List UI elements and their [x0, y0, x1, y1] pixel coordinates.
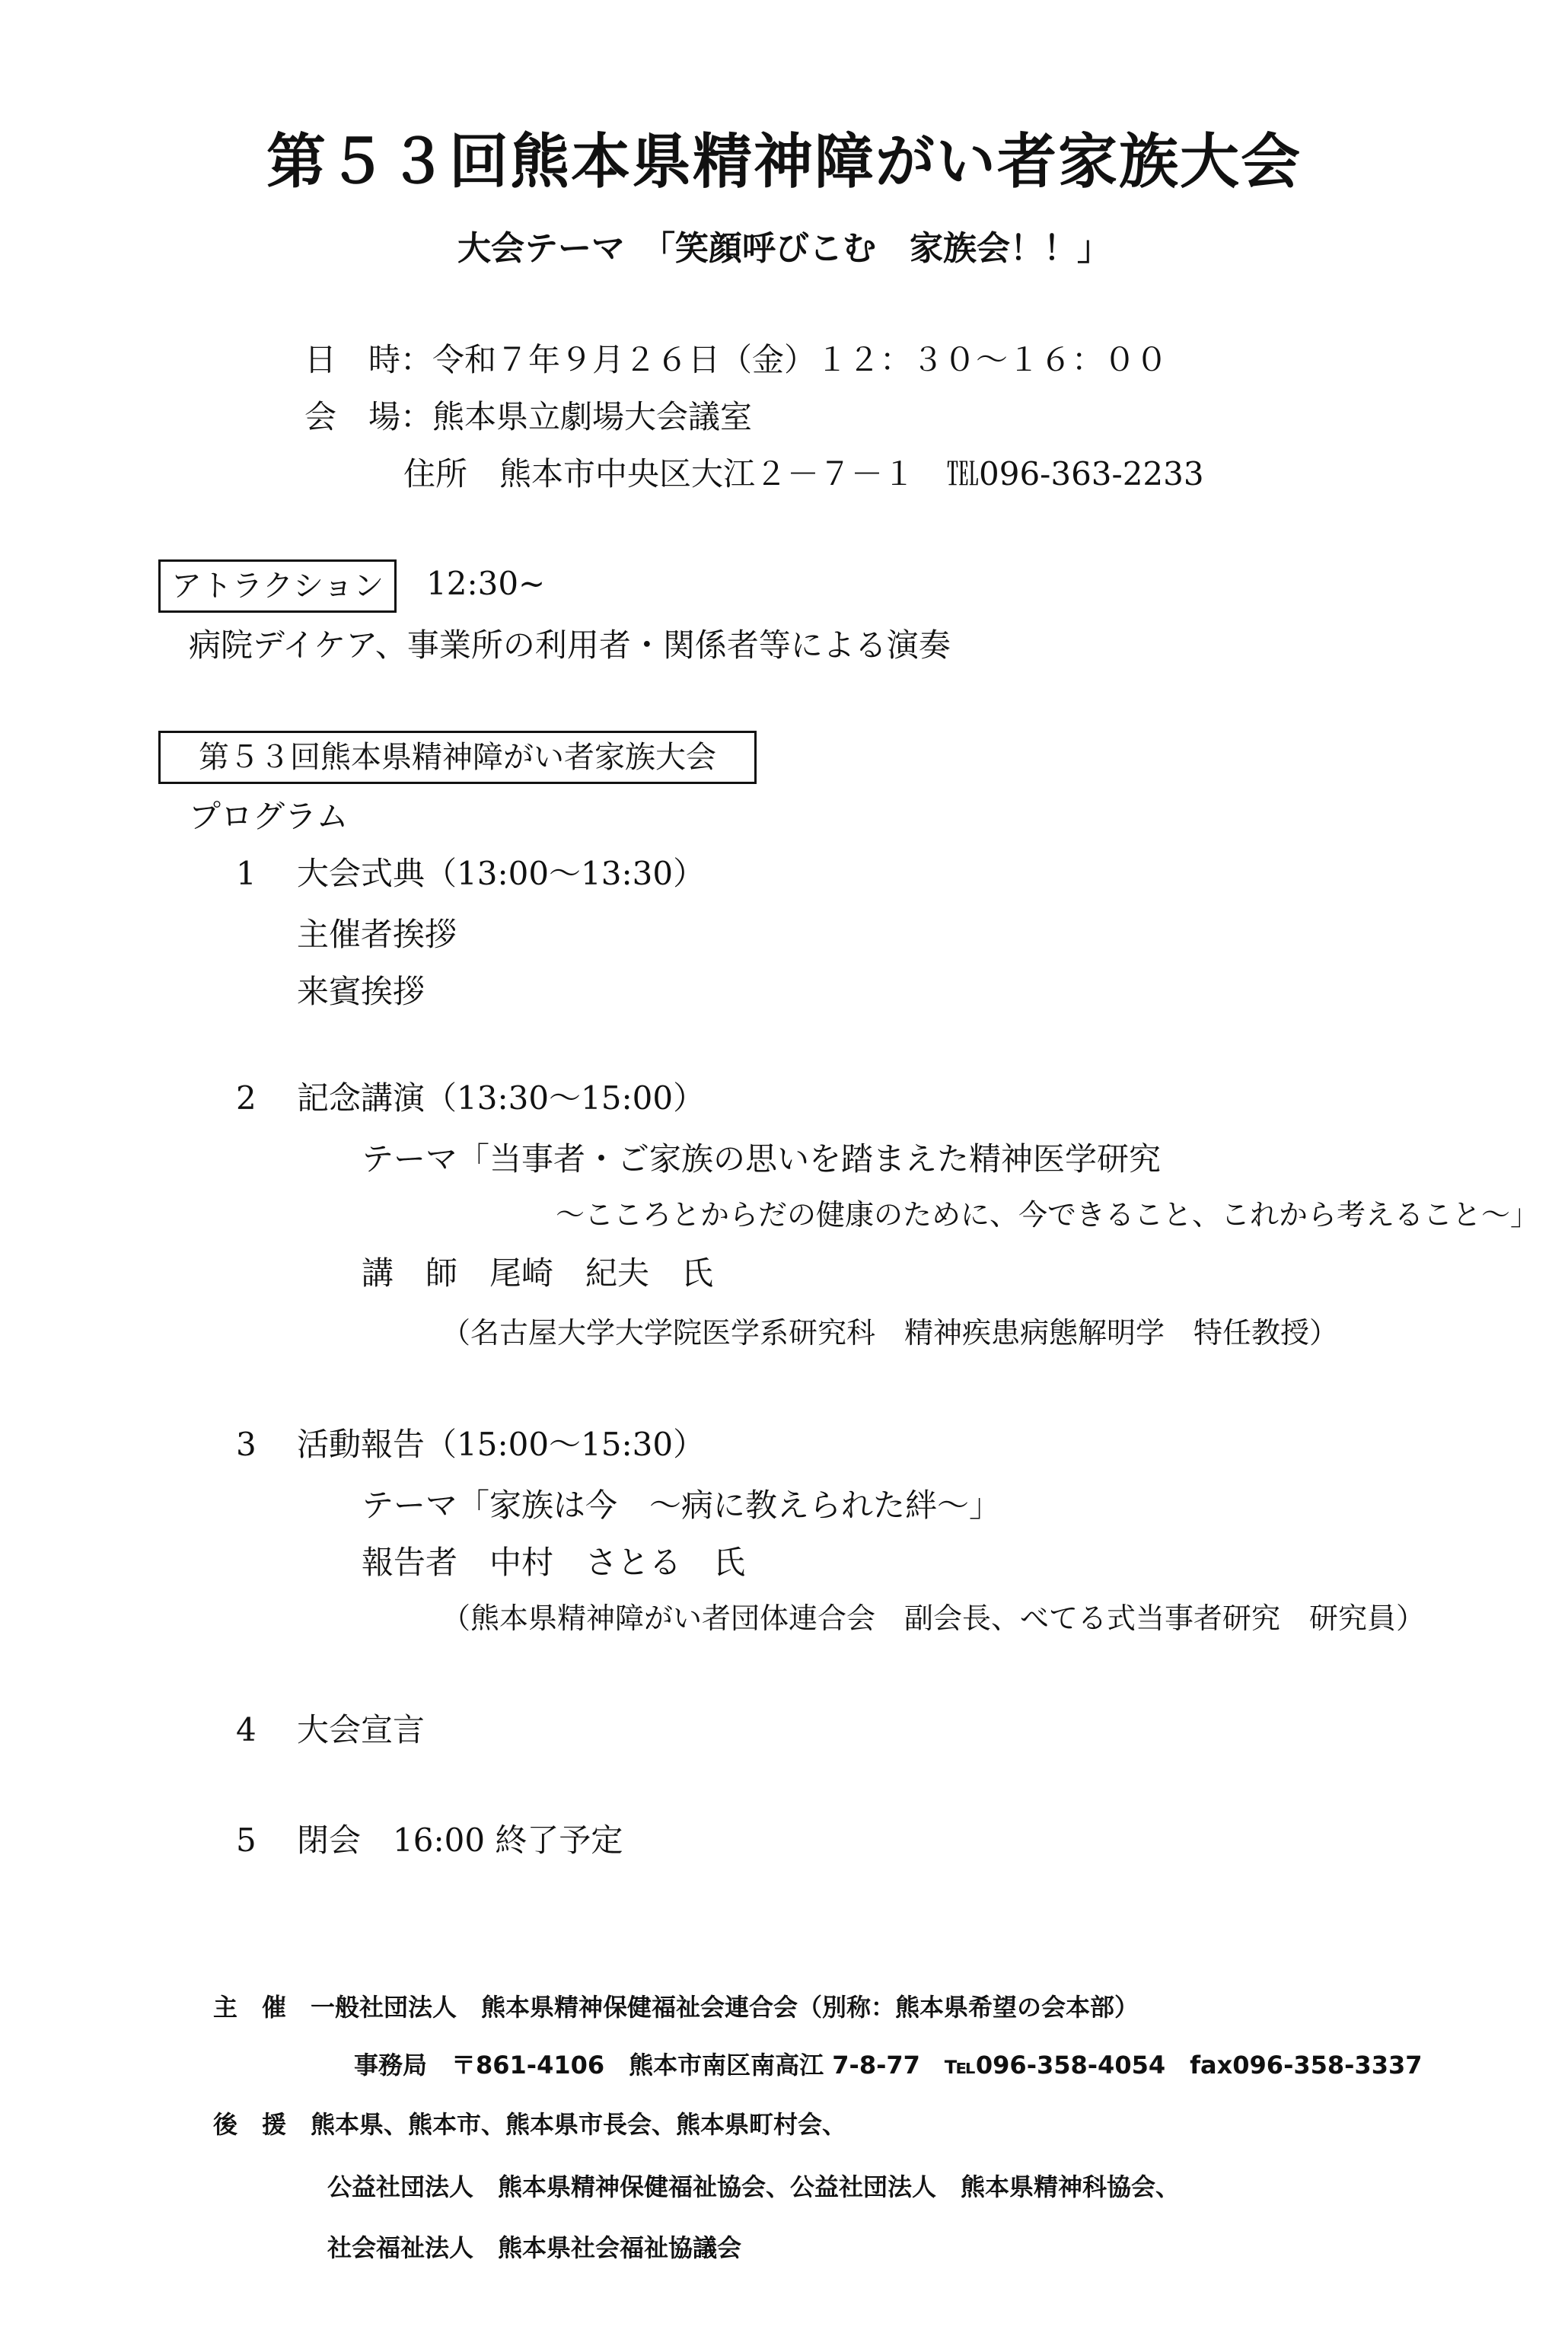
- organizer-line: 主 催 一般社団法人 熊本県精神保健福祉会連合会（別称：熊本県希望の会本部）: [213, 1993, 1139, 2022]
- event-venue: 会 場：熊本県立劇場大会議室: [304, 398, 753, 435]
- item-3-affiliation: （熊本県精神障がい者団体連合会 副会長、べてる式当事者研究 研究員）: [441, 1602, 1426, 1635]
- program-box: 第５３回熊本県精神障がい者家族大会: [158, 731, 757, 784]
- program-heading: プログラム: [189, 798, 349, 835]
- event-address: 住所 熊本市中央区大江２－７－１ ℡096-363-2233: [403, 455, 1204, 492]
- item-3-speaker: 報告者 中村 さとる 氏: [362, 1544, 746, 1581]
- page-title: 第５３回熊本県精神障がい者家族大会: [266, 127, 1302, 196]
- item-title: 大会宣言: [297, 1711, 425, 1748]
- item-1-line-2: 来賓挨拶: [297, 973, 425, 1010]
- item-2-theme: テーマ「当事者・ご家族の思いを踏まえた精神医学研究: [362, 1140, 1162, 1178]
- attraction-time: 12:30~: [426, 565, 546, 602]
- attraction-description: 病院デイケア、事業所の利用者・関係者等による演奏: [189, 626, 951, 664]
- item-number: 4: [236, 1711, 257, 1748]
- program-item-5: [236, 1815, 623, 1861]
- item-3-theme: テーマ「家族は今 ～病に教えられた絆～」: [362, 1487, 1002, 1524]
- item-number: 5: [236, 1822, 257, 1859]
- event-theme: 大会テーマ 「笑顔呼びこむ 家族会！！」: [457, 229, 1111, 268]
- item-title: 大会式典（13:00～13:30）: [297, 855, 706, 892]
- support-line-2: 公益社団法人 熊本県精神保健福祉協会、公益社団法人 熊本県精神科協会、: [327, 2172, 1181, 2201]
- item-2-speaker: 講 師 尾崎 紀夫 氏: [362, 1254, 714, 1292]
- program-item-3: [236, 1420, 705, 1465]
- item-title: 記念講演（13:30～15:00）: [297, 1079, 706, 1117]
- support-line-1: 後 援 熊本県、熊本市、熊本県市長会、熊本県町村会、: [213, 2110, 847, 2139]
- item-number: 3: [236, 1426, 257, 1463]
- support-line-3: 社会福祉法人 熊本県社会福祉協議会: [327, 2233, 742, 2262]
- attraction-box: アトラクション: [158, 559, 397, 613]
- item-number: 1: [236, 855, 257, 892]
- item-title: 活動報告（15:00～15:30）: [297, 1426, 706, 1463]
- program-item-1: [236, 849, 705, 894]
- item-title: 閉会 16:00 終了予定: [297, 1822, 623, 1859]
- item-1-line-1: 主催者挨拶: [297, 916, 457, 953]
- program-item-4: [236, 1705, 425, 1751]
- item-number: 2: [236, 1079, 257, 1117]
- organizer-office: 事務局 〒861-4106 熊本市南区南高江 7-8-77 ℡096-358-4054 fax096-358-3337: [354, 2051, 1423, 2080]
- item-2-affiliation: （名古屋大学大学院医学系研究科 精神疾患病態解明学 特任教授）: [441, 1316, 1339, 1350]
- event-datetime: 日 時：令和７年９月２６日（金）１２：３０～１６：００: [304, 341, 1168, 378]
- program-item-2: [236, 1073, 705, 1119]
- item-2-subtheme: ～こころとからだの健康のために、今できること、これから考えること～」: [556, 1198, 1540, 1232]
